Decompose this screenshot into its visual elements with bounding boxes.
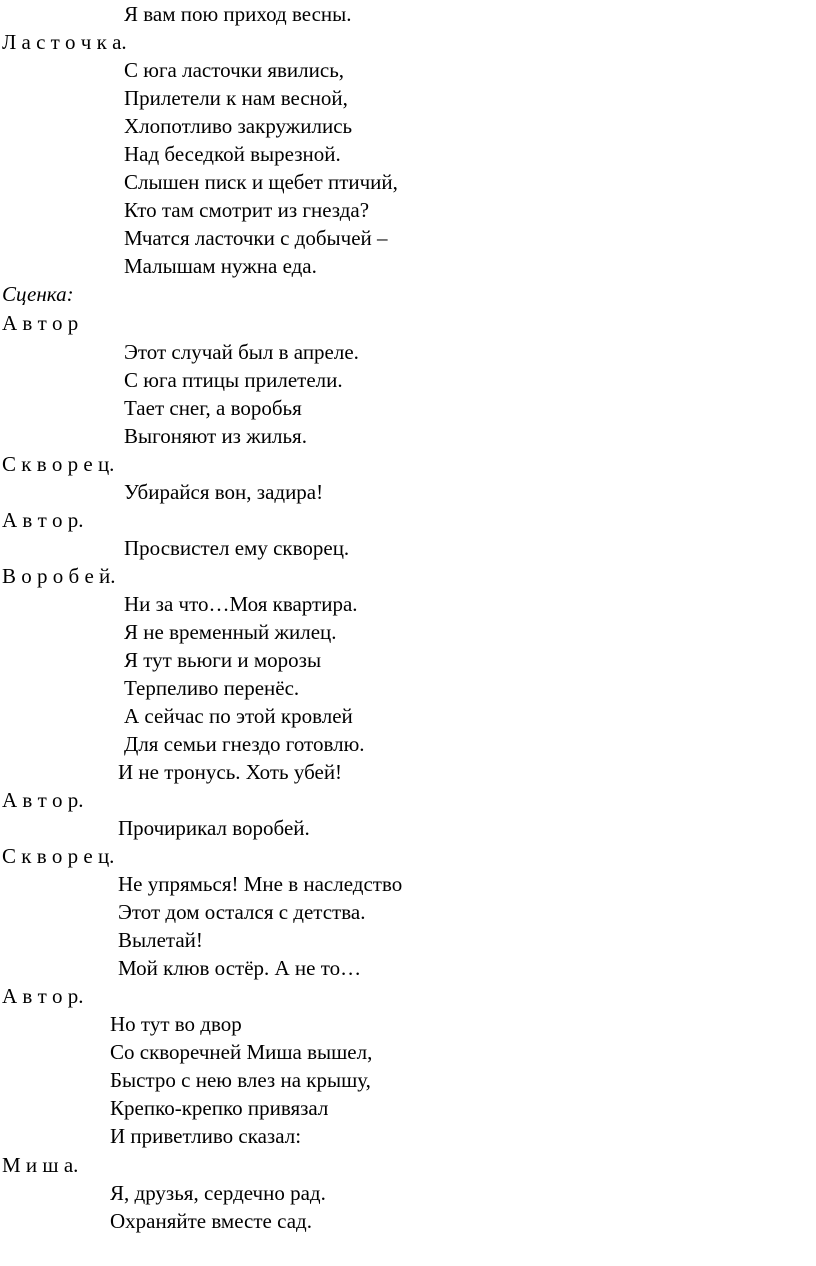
- verse-line: Прочирикал воробей.: [118, 816, 310, 840]
- verse-line: Я, друзья, сердечно рад.: [110, 1181, 326, 1205]
- speaker-name: М и ш а.: [2, 1153, 79, 1177]
- verse-line: И не тронусь. Хоть убей!: [118, 760, 343, 784]
- verse-line: Быстро с нею влез на крышу,: [110, 1068, 371, 1092]
- speaker-name: С к в о р е ц.: [2, 452, 115, 476]
- verse-line: Убирайся вон, задира!: [124, 480, 324, 504]
- verse-line: Не упрямься! Мне в наследство: [118, 872, 403, 896]
- verse-line: Просвистел ему скворец.: [124, 536, 350, 560]
- speaker-name: С к в о р е ц.: [2, 844, 115, 868]
- verse-line: С юга ласточки явились,: [124, 58, 345, 82]
- verse-line: Но тут во двор: [110, 1012, 242, 1036]
- verse-line: Со скворечней Миша вышел,: [110, 1040, 373, 1064]
- verse-line: Крепко-крепко привязал: [110, 1096, 329, 1120]
- verse-line: Этот случай был в апреле.: [124, 340, 359, 364]
- speaker-name: В о р о б е й.: [2, 564, 116, 588]
- verse-line: Кто там смотрит из гнезда?: [124, 198, 370, 222]
- verse-line: Я не временный жилец.: [124, 620, 337, 644]
- verse-line: Выгоняют из жилья.: [124, 424, 307, 448]
- verse-line: Слышен писк и щебет птичий,: [124, 170, 398, 194]
- verse-line: Хлопотливо закружились: [124, 114, 353, 138]
- verse-line: Над беседкой вырезной.: [124, 142, 341, 166]
- verse-line: Я вам пою приход весны.: [124, 2, 352, 26]
- verse-line: Мой клюв остёр. А не то…: [118, 956, 362, 980]
- speaker-name: А в т о р: [2, 311, 79, 335]
- scene-heading: Сценка:: [2, 282, 74, 306]
- speaker-name: Л а с т о ч к а.: [2, 30, 127, 54]
- speaker-name: А в т о р.: [2, 508, 84, 532]
- verse-line: А сейчас по этой кровлей: [124, 704, 353, 728]
- verse-line: Тает снег, а воробья: [124, 396, 302, 420]
- verse-line: С юга птицы прилетели.: [124, 368, 343, 392]
- speaker-name: А в т о р.: [2, 788, 84, 812]
- verse-line: Вылетай!: [118, 928, 203, 952]
- verse-line: Охраняйте вместе сад.: [110, 1209, 312, 1233]
- verse-line: И приветливо сказал:: [110, 1124, 302, 1148]
- verse-line: Малышам нужна еда.: [124, 254, 317, 278]
- speaker-name: А в т о р.: [2, 984, 84, 1008]
- verse-line: Я тут вьюги и морозы: [124, 648, 322, 672]
- verse-line: Прилетели к нам весной,: [124, 86, 348, 110]
- verse-line: Для семьи гнездо готовлю.: [124, 732, 365, 756]
- verse-line: Терпеливо перенёс.: [124, 676, 300, 700]
- verse-line: Ни за что…Моя квартира.: [124, 592, 358, 616]
- verse-line: Этот дом остался с детства.: [118, 900, 366, 924]
- verse-line: Мчатся ласточки с добычей –: [124, 226, 388, 250]
